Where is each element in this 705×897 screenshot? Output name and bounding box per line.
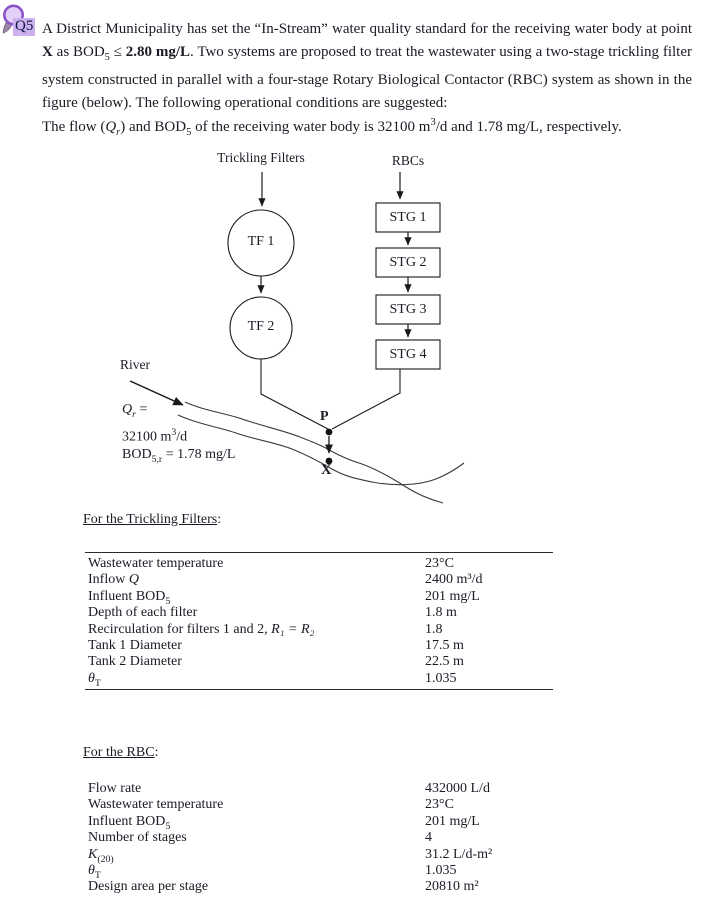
intro-text-1: A District Municipality has set the “In-Stream” water quality standard for the receiving water body at point	[42, 21, 692, 37]
row-label-text: Influent BOD	[88, 588, 166, 604]
flow-text-1: The flow (	[42, 119, 106, 135]
tf-heading-text: For the Trickling Filters	[83, 512, 218, 527]
table-row	[85, 830, 553, 846]
diagram-canvas	[0, 145, 705, 507]
intro-text-4: . Two systems are proposed to treat the wastewater using a two-stage trickling filter system constructed in parallel with a four-stage Rotary Biological Contactor (RBC) system as shown in the figure (below). The following operational conditions are suggested:	[42, 44, 692, 111]
row-label-text: Wastewater temperature	[88, 797, 224, 813]
bod-river-value: = 1.78 mg/L	[162, 447, 236, 463]
tf-table	[85, 552, 553, 690]
qr-equals: =	[135, 402, 148, 417]
row-label-italic: R₁ = R₂	[271, 621, 315, 637]
table-row	[85, 671, 553, 687]
flow-note	[42, 111, 702, 144]
table-row	[85, 622, 553, 638]
rbc-effluent-line	[332, 369, 400, 429]
row-label-sub: 5	[165, 820, 171, 832]
row-value: 23°C	[425, 797, 454, 813]
row-value: 1.8 m	[425, 605, 457, 621]
qr-cubic-sup: 3	[171, 426, 177, 438]
river-flow-annotation	[122, 401, 235, 469]
row-value: 31.2 L/d-m²	[425, 846, 493, 862]
bod-river-label: BOD	[122, 447, 152, 463]
qr-flow-value: 32100 m	[122, 429, 172, 445]
table-row	[85, 605, 553, 621]
question-number-highlight[interactable]: Q5	[15, 18, 34, 34]
tf2-label: TF 2	[247, 319, 275, 334]
trickling-filters-title: Trickling Filters	[217, 150, 305, 165]
rbc-heading-colon: :	[154, 745, 159, 760]
tf-table-heading	[83, 512, 221, 528]
row-value: 20810 m²	[425, 879, 479, 895]
table-row	[85, 589, 553, 605]
point-x-label: X	[321, 462, 332, 478]
qr-r-sub: r	[132, 408, 136, 420]
row-label-text: Inflow	[88, 572, 129, 588]
tf1-label: TF 1	[247, 234, 275, 249]
row-value: 22.5 m	[425, 654, 464, 670]
row-value: 1.035	[425, 670, 457, 686]
rbc-heading-text: For the RBC	[83, 745, 155, 760]
table-row	[85, 847, 553, 863]
row-label-text: Tank 1 Diameter	[88, 637, 182, 653]
table-row	[85, 879, 553, 895]
row-label-text: Wastewater temperature	[88, 556, 224, 571]
bod5-subscript: 5	[186, 127, 192, 138]
qr-flow-unit: /d	[176, 429, 188, 445]
row-label	[88, 671, 101, 692]
qr-line1	[122, 401, 235, 424]
bod-limit-bold: 2.80 mg/L	[125, 44, 191, 60]
intro-text-3: ≤	[109, 44, 126, 60]
table-row	[85, 863, 553, 879]
rbcs-title: RBCs	[391, 153, 425, 168]
row-label-text: Design area per stage	[88, 879, 209, 895]
stg3-label: STG 3	[389, 302, 427, 317]
table-row	[85, 638, 553, 654]
row-label-italic: θ	[88, 670, 95, 686]
row-label-italic: K	[88, 846, 98, 862]
intro-text-2: as BOD	[52, 44, 105, 60]
row-label-text: Tank 2 Diameter	[88, 654, 182, 670]
row-label-text: Influent BOD	[88, 813, 166, 829]
row-label-italic: Q	[128, 572, 139, 588]
row-value: 432000 L/d	[425, 781, 490, 796]
qr-line3	[122, 446, 235, 469]
question-paragraph	[42, 18, 692, 115]
river-label: River	[120, 357, 150, 372]
row-value: 1.035	[425, 862, 457, 878]
table-row	[85, 654, 553, 670]
table-row	[85, 797, 553, 813]
row-value: 4	[425, 830, 432, 846]
cubic-superscript: 3	[430, 117, 436, 128]
row-label-text: Depth of each filter	[88, 605, 198, 621]
table-row	[85, 556, 553, 572]
point-p-label: P	[320, 409, 329, 424]
bod-subscript: 5	[104, 52, 110, 63]
stg4-label: STG 4	[389, 347, 427, 362]
qr-subscript: r	[116, 127, 121, 138]
flow-text-2: ) and BOD	[120, 119, 187, 135]
row-label-sub: T	[94, 869, 101, 881]
row-label-text: Flow rate	[88, 781, 142, 796]
row-label-italic: θ	[88, 862, 95, 878]
point-p-dot	[326, 429, 333, 436]
bod-river-sub: 5,r	[151, 454, 163, 466]
qr-q-symbol: Q	[122, 402, 133, 417]
qr-symbol: Q	[105, 119, 117, 135]
row-label-sub: T	[94, 677, 101, 689]
table-row	[85, 572, 553, 588]
row-label	[88, 879, 208, 897]
stg1-label: STG 1	[389, 210, 427, 225]
tf-effluent-line	[261, 359, 328, 429]
qr-line2	[122, 424, 235, 447]
point-x-bold: X	[42, 44, 53, 60]
row-label-text: Recirculation for filters 1 and 2,	[88, 621, 272, 637]
row-label-text: Number of stages	[88, 830, 187, 846]
row-value: 1.8	[425, 621, 443, 637]
row-value: 201 mg/L	[425, 813, 480, 829]
process-flow-diagram	[0, 145, 705, 507]
flow-text-3: of the receiving water body is 32100 m	[191, 119, 431, 135]
tf-heading-colon: :	[217, 512, 222, 527]
stg2-label: STG 2	[389, 255, 427, 270]
table-row	[85, 814, 553, 830]
row-value: 2400 m³/d	[425, 572, 483, 588]
flow-text-4: /d and 1.78 mg/L, respectively.	[435, 119, 622, 135]
rbc-table	[85, 781, 553, 896]
row-value: 23°C	[425, 556, 454, 571]
table-row	[85, 781, 553, 797]
row-value: 17.5 m	[425, 637, 464, 653]
rbc-table-heading	[83, 745, 158, 761]
row-label-sub: (20)	[97, 853, 114, 865]
row-label-sub: 5	[165, 595, 171, 607]
row-value: 201 mg/L	[425, 588, 480, 604]
